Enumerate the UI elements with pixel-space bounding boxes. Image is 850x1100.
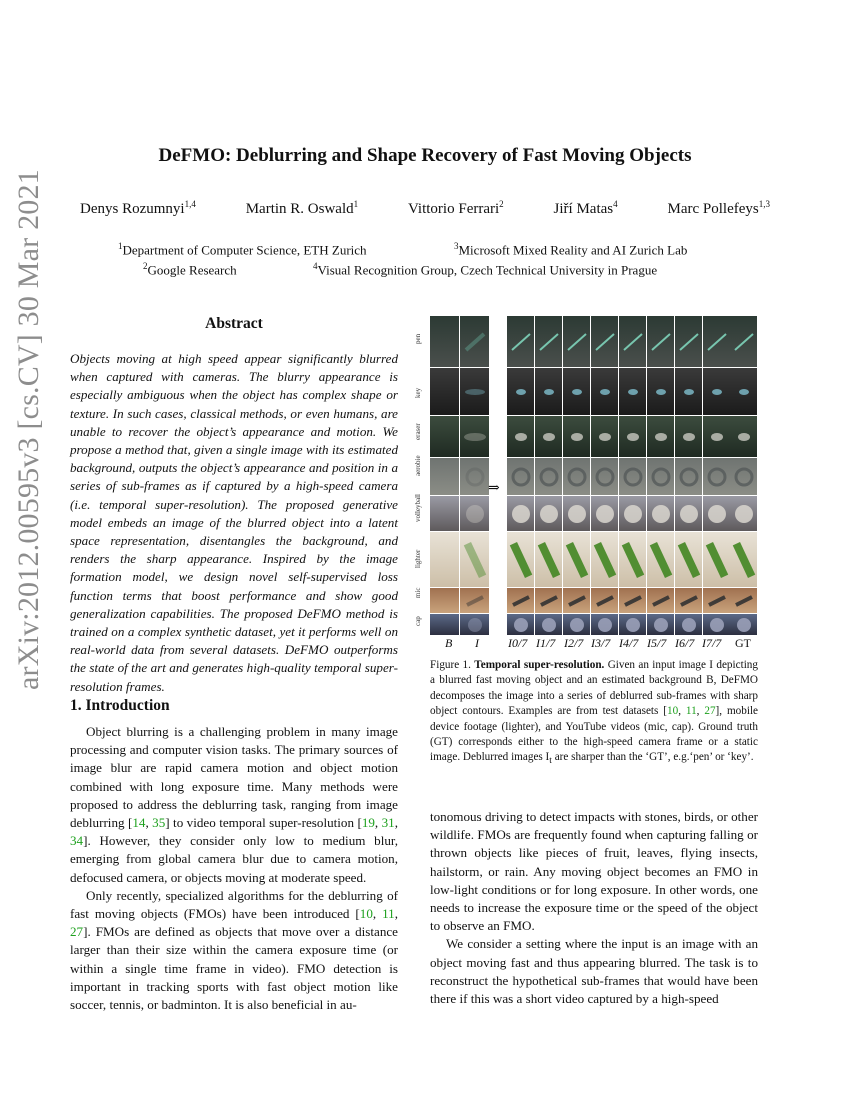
figure-object-mark bbox=[708, 505, 726, 523]
figure-object-mark bbox=[598, 618, 612, 632]
citation-link[interactable]: 10 bbox=[667, 705, 679, 718]
figure-cell bbox=[460, 458, 489, 495]
figure-object-mark bbox=[684, 389, 694, 395]
figure-object-mark bbox=[540, 505, 558, 523]
right-column-body bbox=[430, 808, 758, 1008]
figure-object-mark bbox=[516, 389, 526, 395]
figure-object-mark bbox=[738, 433, 750, 441]
figure-object-mark bbox=[680, 505, 698, 523]
figure-object-mark bbox=[735, 505, 753, 523]
figure-object-mark bbox=[542, 618, 556, 632]
figure-object-mark bbox=[466, 505, 484, 523]
arrow-icon: ⇒ bbox=[488, 481, 500, 496]
paragraph: Only recently, specialized algorithms for the deblurring of fast moving objects (FMOs) have been introduced [10, 11, 27]. FMOs are defined as objects that move over a distance larger than their size within the camera exposure time (or within a single time frame in video). FMO detection is important in tracking sports with fast object motion like soccer, tennis, or badminton. It is also beneficial in au- bbox=[70, 887, 399, 1013]
figure-object-mark bbox=[543, 433, 555, 441]
citation-link[interactable]: 27 bbox=[70, 924, 84, 940]
citation-link[interactable]: 35 bbox=[152, 815, 166, 831]
figure-object-mark bbox=[515, 433, 527, 441]
figure-object-mark bbox=[711, 433, 723, 441]
figure-object-mark bbox=[599, 433, 611, 441]
paper-title: DeFMO: Deblurring and Shape Recovery of Fast Moving Objects bbox=[158, 145, 692, 166]
column-label: I7/7 bbox=[702, 636, 722, 650]
column-label: I1/7 bbox=[536, 636, 556, 650]
figure-object-mark bbox=[712, 389, 722, 395]
figure-cell bbox=[430, 316, 459, 367]
figure-object-mark bbox=[739, 389, 749, 395]
intro-body bbox=[70, 723, 398, 1014]
column-label: I5/7 bbox=[647, 636, 667, 650]
figure-object-mark bbox=[572, 389, 582, 395]
column-label: I3/7 bbox=[591, 636, 611, 650]
figure-column-labels bbox=[0, 636, 850, 652]
column-label: I bbox=[475, 636, 479, 650]
figure-object-mark bbox=[600, 389, 610, 395]
figure-image-grid bbox=[430, 316, 760, 636]
figure-object-mark bbox=[568, 505, 586, 523]
figure-object-mark bbox=[710, 618, 724, 632]
figure-object-mark bbox=[468, 618, 482, 632]
citation-link[interactable]: 34 bbox=[70, 833, 84, 849]
row-label: mic bbox=[414, 587, 422, 598]
row-label: lighter bbox=[414, 549, 422, 568]
paragraph: We consider a setting where the input is an image with an object moving fast and thus appearing blurred. The task is to reconstruct the hypothetical sub-frames that would have been there if this was a short video captured by a high-speed bbox=[430, 936, 758, 1007]
figure-cell bbox=[430, 614, 459, 635]
figure-object-mark bbox=[626, 618, 640, 632]
citation-link[interactable]: 27 bbox=[704, 705, 716, 718]
figure-object-mark bbox=[628, 389, 638, 395]
figure-temporal-super-resolution bbox=[430, 316, 760, 636]
figure-object-mark bbox=[512, 505, 530, 523]
figure-cell bbox=[430, 416, 459, 457]
column-label: I2/7 bbox=[564, 636, 584, 650]
figure-object-mark bbox=[655, 433, 667, 441]
column-label: I4/7 bbox=[619, 636, 639, 650]
citation-link[interactable]: 11 bbox=[382, 906, 395, 922]
author-list bbox=[60, 199, 790, 218]
column-label: I6/7 bbox=[675, 636, 695, 650]
author: Marc Pollefeys$^{1,3}$ bbox=[667, 199, 770, 217]
affiliation: $^3$Microsoft Mixed Reality and AI Zurich Lab bbox=[454, 241, 688, 258]
citation-link[interactable]: 31 bbox=[381, 815, 395, 831]
figure-object-mark bbox=[464, 433, 486, 441]
figure-cell bbox=[430, 532, 459, 587]
author: Martin R. Oswald$^1$ bbox=[245, 199, 359, 217]
citation-link[interactable]: 19 bbox=[361, 815, 375, 831]
figure-object-mark bbox=[656, 389, 666, 395]
row-label: pen bbox=[414, 333, 422, 344]
figure-object-mark bbox=[514, 618, 528, 632]
column-label: GT bbox=[735, 636, 751, 650]
abstract-heading: Abstract bbox=[205, 315, 263, 332]
figure-cell bbox=[430, 458, 459, 495]
citation-link[interactable]: 14 bbox=[132, 815, 146, 831]
figure-object-mark bbox=[465, 389, 485, 395]
arxiv-stamp: arXiv:2012.00595v3 [cs.CV] 30 Mar 2021 bbox=[12, 169, 45, 690]
author: Jiří Matas$^4$ bbox=[553, 199, 618, 217]
row-label: key bbox=[414, 387, 422, 398]
abstract-text: Objects moving at high speed appear significantly blurred when captured with cameras. The blurry appearance is especially ambiguous when the object has complex shape or texture. In such cases, classical methods, or even humans, are unable to recover the object’s appearance and motion. We propose a method that, given a single image with its estimated background, outputs the object’s appearance and position in a series of sub-frames as if captured by a high-speed camera (i.e. temporal super-resolution). The proposed generative model embeds an image of the blurred object into a latent space representation, disentangles the background, and renders the sharp appearance. Inspired by the image formation model, we design novel self-supervised loss function terms that boost performance and show good generalization capabilities. The proposed DeFMO method is trained on a complex synthetic dataset, yet it performs well on real-world data from several datasets. DeFMO outperforms the state of the art and generates high-quality temporal super-resolution frames. bbox=[70, 351, 398, 694]
affiliation: $^2$Google Research bbox=[143, 261, 237, 278]
paragraph: Object blurring is a challenging problem in many image processing and computer vision tasks. The primary sources of image blur are rapid camera motion and object motion combined with long exposure time. Many methods were proposed to address the deblurring task, ranging from image deblurring [14, 35] to video temporal super-resolution [19, 31, 34]. However, they consider only low to medium blur, emerging from global camera blur due to camera motion, defocused camera, or objects moving at moderate speed. bbox=[70, 724, 398, 885]
row-label: aerobie bbox=[414, 455, 422, 476]
figure-object-mark bbox=[571, 433, 583, 441]
author: Denys Rozumnyi$^{1,4}$ bbox=[80, 199, 196, 217]
figure-object-mark bbox=[654, 618, 668, 632]
row-label: volleyball bbox=[414, 494, 422, 522]
figure-object-mark bbox=[596, 505, 614, 523]
figure-cell bbox=[430, 368, 459, 415]
figure-object-mark bbox=[570, 618, 584, 632]
figure-object-mark bbox=[683, 433, 695, 441]
citation-link[interactable]: 11 bbox=[685, 705, 697, 718]
row-label: cap bbox=[414, 616, 422, 626]
figure-object-mark bbox=[544, 389, 554, 395]
figure-object-mark bbox=[624, 505, 642, 523]
figure-caption: Figure 1. Temporal super-resolution. Given an input image I depicting a blurred fast moving object and an estimated background B, DeFMO decomposes the image into a series of deblurred sub-frames with sharp object contours. Examples are from test datasets [10, 11, 27], mobile device footage (lighter), and YouTube videos (mic, cap). Ground truth (GT) corresponds either to the high-speed camera frame or a static image. Deblurred images $I_t$ are sharper than the ‘GT’, e.g.‘pen’ or ‘key’. bbox=[430, 659, 759, 767]
row-label: eraser bbox=[414, 423, 422, 440]
figure-cell bbox=[430, 496, 459, 531]
figure-cell bbox=[430, 588, 459, 613]
author: Vittorio Ferrari$^2$ bbox=[408, 199, 504, 217]
figure-object-mark bbox=[682, 618, 696, 632]
section-heading: 1. Introduction bbox=[70, 697, 170, 714]
figure-object-mark bbox=[627, 433, 639, 441]
column-label: I0/7 bbox=[508, 636, 528, 650]
paragraph: tonomous driving to detect impacts with stones, birds, or other wildlife. FMOs are frequently found when capturing falling or thrown objects like pieces of fruit, leaves, flying insects, hailstorm, or rain. Any moving object becomes an FMO in low-light conditions or for long exposure. In other words, one needs to increase the exposure time or the speed of the object to observe an FMO. bbox=[430, 809, 758, 934]
figure-object-mark bbox=[652, 505, 670, 523]
column-label: B bbox=[445, 636, 453, 650]
citation-link[interactable]: 10 bbox=[359, 906, 373, 922]
affiliation: $^1$Department of Computer Science, ETH Zurich bbox=[118, 241, 367, 258]
affiliation: $^4$Visual Recognition Group, Czech Technical University in Prague bbox=[313, 261, 658, 278]
figure-object-mark bbox=[737, 618, 751, 632]
